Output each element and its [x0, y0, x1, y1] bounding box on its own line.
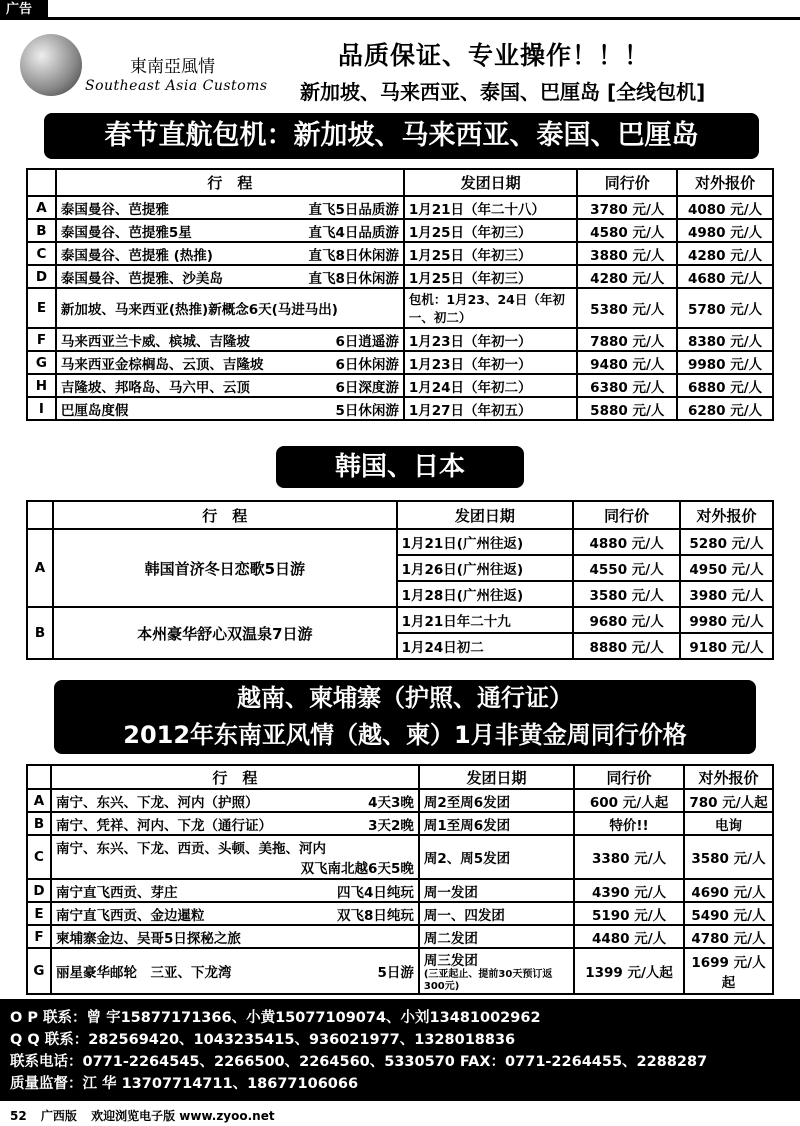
banner-line-2: 2012年东南亚风情（越、柬）1月非黄金周同行价格 [123, 721, 687, 749]
header-date: 发团日期 [404, 169, 578, 196]
date-text: 周1至周6发团 [423, 817, 511, 834]
peer-price: 5190 元/人 [574, 902, 684, 925]
route-cell [51, 812, 419, 835]
route-cell [56, 328, 404, 351]
date-note: (三亚起止、提前30天预订返300元) [423, 969, 553, 992]
edition-label: 广西版 [40, 1109, 77, 1123]
route-tag: 四飞4日纯玩 [336, 884, 414, 901]
route-tag: 直飞4日品质游 [308, 224, 399, 241]
table-row [27, 607, 773, 633]
section-banner-vietnam-cambodia [54, 680, 756, 754]
row-id: H [27, 374, 56, 397]
peer-price: 9480 元/人 [577, 351, 677, 374]
table-header-row [27, 169, 773, 196]
route-name: 丽星豪华邮轮 三亚、下龙湾 [55, 965, 232, 981]
route-cell [56, 242, 404, 265]
header-retail-price: 对外报价 [684, 765, 773, 789]
route-name: 南宁、东兴、下龙、河内（护照） [55, 794, 259, 811]
row-id: G [27, 948, 51, 994]
route-wrap [61, 267, 399, 287]
departure-date: 1月23日（年初一） [404, 328, 578, 351]
row-id: I [27, 397, 56, 420]
row-id: F [27, 328, 56, 351]
header-route: 行 程 [56, 169, 404, 196]
route-wrap [61, 221, 399, 241]
route-wrap [56, 904, 414, 924]
date-text: 周二发团 [423, 930, 478, 947]
peer-price: 7880 元/人 [577, 328, 677, 351]
route-tag: 6日休闲游 [335, 356, 399, 373]
peer-price: 特价!! [574, 812, 684, 835]
section-banner-korea-japan: 韩国、日本 [276, 446, 524, 488]
table-row [27, 879, 773, 902]
retail-price: 5780 元/人 [677, 288, 773, 328]
departure-date [419, 879, 574, 902]
departure-date: 包机：1月23、24日（年初一、初二） [404, 288, 578, 328]
table-row [27, 397, 773, 420]
page-footer [0, 1106, 800, 1126]
route-wrap [56, 961, 414, 981]
contact-quality: 质量监督：江 华 13707714711、18677106066 [10, 1076, 359, 1092]
peer-price: 5380 元/人 [577, 288, 677, 328]
route-cell [56, 374, 404, 397]
korea-japan-table [26, 500, 774, 660]
date-text: 周2至周6发团 [423, 794, 511, 811]
charter-rows [27, 196, 773, 420]
retail-price: 6880 元/人 [677, 374, 773, 397]
route-tag: 6日逍遥游 [335, 333, 399, 350]
route-cell [56, 196, 404, 219]
vietnam-cambodia-table [26, 764, 774, 995]
route-tag: 5日游 [377, 965, 414, 981]
row-id: A [27, 196, 56, 219]
route-name: 巴厘岛度假 [60, 402, 129, 419]
retail-price: 9980 元/人 [680, 607, 773, 633]
route-cell [51, 789, 419, 812]
section-banner-charter: 春节直航包机：新加坡、马来西亚、泰国、巴厘岛 [44, 113, 759, 159]
route-cell [56, 351, 404, 374]
retail-price: 3580 元/人 [684, 835, 773, 879]
date-text: 周一、四发团 [423, 907, 505, 924]
header-peer-price: 同行价 [577, 169, 677, 196]
logo-chinese: 東南亞風情 [130, 57, 215, 77]
peer-price: 3780 元/人 [577, 196, 677, 219]
header-date: 发团日期 [397, 501, 574, 529]
table-row [27, 835, 773, 879]
header-retail-price: 对外报价 [680, 501, 773, 529]
slogan-destinations: 新加坡、马来西亚、泰国、巴厘岛 [全线包机] [300, 80, 706, 104]
route-wrap [56, 927, 414, 947]
banner-line-1: 越南、柬埔寨（护照、通行证） [237, 684, 573, 712]
route-wrap [61, 330, 399, 350]
route-name: 南宁直飞西贡、芽庄 [55, 884, 178, 901]
row-id: D [27, 879, 51, 902]
departure-date: 1月23日（年初一） [404, 351, 578, 374]
route-tag: 5日休闲游 [335, 402, 399, 419]
header-peer-price: 同行价 [573, 501, 680, 529]
retail-price: 3980 元/人 [680, 581, 773, 607]
table-header-row [27, 501, 773, 529]
table-row [27, 948, 773, 994]
retail-price: 9980 元/人 [677, 351, 773, 374]
route-name: 韩国首济冬日恋歌5日游 [53, 529, 397, 607]
route-cell [56, 219, 404, 242]
route-wrap [56, 881, 414, 901]
departure-date [419, 925, 574, 948]
row-id: E [27, 902, 51, 925]
route-name: 吉隆坡、邦咯岛、马六甲、云顶 [60, 379, 250, 396]
route-cell [51, 879, 419, 902]
peer-price: 3580 元/人 [573, 581, 680, 607]
table-row [27, 789, 773, 812]
departure-date: 1月25日（年初三） [404, 242, 578, 265]
route-name: 泰国曼谷、芭提雅5星 [60, 224, 192, 241]
contact-qq: Q Q 联系：282569420、1043235415、936021977、1328018836 [10, 1032, 516, 1048]
route-name: 马来西亚金棕榈岛、云顶、吉隆坡 [60, 356, 264, 373]
route-name: 马来西亚兰卡威、槟城、吉隆坡 [60, 333, 250, 350]
slogan-quality: 品质保证、专业操作！！！ [338, 41, 651, 70]
route-cell [56, 397, 404, 420]
departure-date: 1月21日（年二十八） [404, 196, 578, 219]
retail-price: 4780 元/人 [684, 925, 773, 948]
route-cell [51, 835, 419, 879]
table-row [27, 902, 773, 925]
peer-price: 6380 元/人 [577, 374, 677, 397]
ad-tag: 广告 [0, 0, 48, 20]
peer-price: 4390 元/人 [574, 879, 684, 902]
departure-date: 1月27日（年初五） [404, 397, 578, 420]
route-wrap [56, 791, 414, 811]
departure-date: 1月24日（年初二） [404, 374, 578, 397]
contact-phone: 联系电话：0771-2264545、2266500、2264560、5330570 FAX：0771-2264455、2288287 [10, 1054, 708, 1070]
table-row [27, 242, 773, 265]
table-row [27, 265, 773, 288]
route-wrap [61, 244, 399, 264]
route-tag: 3天2晚 [368, 817, 414, 834]
table-row [27, 374, 773, 397]
departure-date: 1月21日(广州往返) [397, 529, 574, 555]
departure-date: 1月21日年二十九 [397, 607, 574, 633]
peer-price: 600 元/人起 [574, 789, 684, 812]
retail-price: 8380 元/人 [677, 328, 773, 351]
route-name: 本州豪华舒心双温泉7日游 [53, 607, 397, 659]
table-row [27, 328, 773, 351]
route-tag: 双飞8日纯玩 [336, 907, 414, 924]
top-divider [48, 17, 800, 20]
route-tag: 直飞8日休闲游 [308, 270, 399, 287]
table-row [27, 288, 773, 328]
route-wrap [61, 198, 399, 218]
departure-date: 1月25日（年初三） [404, 219, 578, 242]
header-date: 发团日期 [419, 765, 574, 789]
route-wrap [61, 298, 399, 318]
header-route: 行 程 [53, 501, 397, 529]
departure-date: 1月28日(广州往返) [397, 581, 574, 607]
row-id: D [27, 265, 56, 288]
retail-price: 4680 元/人 [677, 265, 773, 288]
table-header-row [27, 765, 773, 789]
contact-op: O P 联系：曾 宇15877171366、小黄15077109074、小刘13481002962 [10, 1010, 541, 1026]
vietnam-cambodia-rows [27, 789, 773, 994]
globe-logo-icon [20, 34, 82, 96]
route-cell [56, 265, 404, 288]
peer-price: 3880 元/人 [577, 242, 677, 265]
retail-price: 4280 元/人 [677, 242, 773, 265]
route-tag: 直飞5日品质游 [308, 201, 399, 218]
route-cell [51, 902, 419, 925]
table-row [27, 925, 773, 948]
row-id: B [27, 607, 53, 659]
route-name: 新加坡、马来西亚(热推)新概念6天(马进马出) [60, 302, 338, 318]
peer-price: 4550 元/人 [573, 555, 680, 581]
korea-japan-rows [27, 529, 773, 659]
retail-price: 电询 [684, 812, 773, 835]
route-wrap [61, 399, 399, 419]
departure-date [419, 835, 574, 879]
row-id: B [27, 219, 56, 242]
peer-price: 4280 元/人 [577, 265, 677, 288]
route-cell [51, 948, 419, 994]
route-name: 泰国曼谷、芭提雅 (热推) [60, 247, 213, 264]
row-id: E [27, 288, 56, 328]
row-id: A [27, 789, 51, 812]
route-wrap [61, 353, 399, 373]
retail-price: 5490 元/人 [684, 902, 773, 925]
row-id: G [27, 351, 56, 374]
logo-english: Southeast Asia Customs [85, 78, 268, 94]
departure-date: 1月24日初二 [397, 633, 574, 659]
peer-price: 4480 元/人 [574, 925, 684, 948]
date-text: 周一发团 [423, 884, 478, 901]
page-number: 52 [10, 1109, 27, 1123]
route-tag: 6日深度游 [335, 379, 399, 396]
row-id: F [27, 925, 51, 948]
retail-price: 780 元/人起 [684, 789, 773, 812]
peer-price: 9680 元/人 [573, 607, 680, 633]
peer-price: 4880 元/人 [573, 529, 680, 555]
route-wrap [61, 376, 399, 396]
row-id: C [27, 242, 56, 265]
route-name: 泰国曼谷、芭提雅、沙美岛 [60, 270, 223, 287]
route-name: 泰国曼谷、芭提雅 [60, 201, 169, 218]
charter-price-table [26, 168, 774, 421]
table-row [27, 219, 773, 242]
header-peer-price: 同行价 [574, 765, 684, 789]
retail-price: 5280 元/人 [680, 529, 773, 555]
departure-date [419, 948, 574, 994]
table-row [27, 196, 773, 219]
departure-date: 1月26日(广州往返) [397, 555, 574, 581]
route-cell [51, 925, 419, 948]
peer-price: 4580 元/人 [577, 219, 677, 242]
route-tag: 直飞8日休闲游 [308, 247, 399, 264]
route-name: 柬埔寨金边、吴哥5日探秘之旅 [55, 930, 241, 947]
date-text: 周2、周5发团 [423, 851, 511, 867]
retail-price: 4980 元/人 [677, 219, 773, 242]
date-text: 周三发团 [423, 953, 478, 969]
header-route: 行 程 [51, 765, 419, 789]
row-id: B [27, 812, 51, 835]
peer-price: 1399 元/人起 [574, 948, 684, 994]
route-tag: 4天3晚 [368, 794, 414, 811]
table-row [27, 351, 773, 374]
route-cell [56, 288, 404, 328]
departure-date [419, 789, 574, 812]
row-id: A [27, 529, 53, 607]
retail-price: 1699 元/人起 [684, 948, 773, 994]
peer-price: 3380 元/人 [574, 835, 684, 879]
peer-price: 5880 元/人 [577, 397, 677, 420]
route-name: 南宁直飞西贡、金边暹粒 [55, 907, 205, 924]
contact-panel [0, 999, 800, 1101]
peer-price: 8880 元/人 [573, 633, 680, 659]
table-row [27, 529, 773, 555]
row-id: C [27, 835, 51, 879]
route-name: 南宁、东兴、下龙、西贡、头顿、美拖、河内 [55, 841, 326, 857]
route-tag: 双飞南北越6天5晚 [300, 861, 414, 877]
retail-price: 4080 元/人 [677, 196, 773, 219]
retail-price: 9180 元/人 [680, 633, 773, 659]
departure-date: 1月25日（年初三） [404, 265, 578, 288]
retail-price: 4690 元/人 [684, 879, 773, 902]
route-name: 南宁、凭祥、河内、下龙（通行证） [55, 817, 272, 834]
retail-price: 4950 元/人 [680, 555, 773, 581]
departure-date [419, 812, 574, 835]
retail-price: 6280 元/人 [677, 397, 773, 420]
table-row [27, 812, 773, 835]
website-link[interactable]: 欢迎浏览电子版 www.zyoo.net [91, 1109, 275, 1123]
departure-date [419, 902, 574, 925]
route-wrap [56, 814, 414, 834]
header-retail-price: 对外报价 [677, 169, 773, 196]
